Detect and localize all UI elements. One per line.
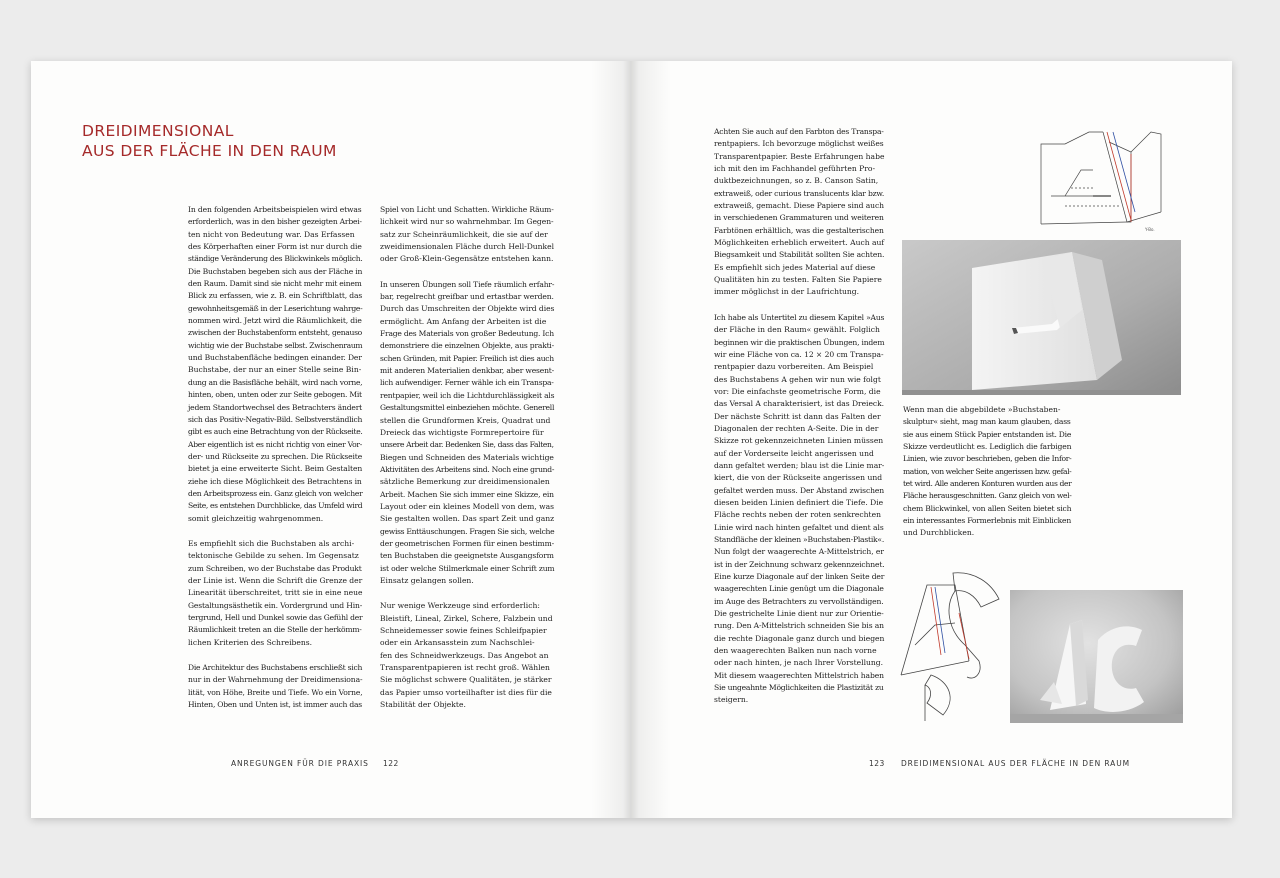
chapter-title-line-1: DREIDIMENSIONAL <box>82 122 234 140</box>
text-line: schen Gründen, mit Papier. Freilich ist dies auch <box>380 353 554 363</box>
text-line: sich das Positiv-Negativ-Bild. Selbstverständlich <box>188 414 363 424</box>
text-line: auf der Vorderseite leicht angerissen und <box>714 448 874 458</box>
text-line: oder nach hinten, je nach Ihrer Vorstellung. <box>714 658 884 668</box>
ac-sculpture-photo <box>1010 590 1183 723</box>
text-line: extraweiß, oder curious translucents klar bzw. <box>714 188 885 198</box>
text-line: Der nächste Schritt ist dann das Falten der <box>714 411 881 421</box>
text-line: Skizze verdeutlicht es. Lediglich die farbigen <box>903 442 1072 452</box>
text-line: bietet ja eine erweiterte Sicht. Beim Gestalten <box>188 464 363 474</box>
paragraph <box>714 312 884 707</box>
text-line: das Versal A charakterisiert, ist das Dreieck. <box>714 399 885 409</box>
paragraph <box>380 204 554 266</box>
text-line: Aktivitäten des Arbeitens sind. Noch eine grund- <box>380 464 555 474</box>
text-line: Die Buchstaben begeben sich aus der Fläche in <box>188 266 363 276</box>
text-line: die rechte Diagonale ganz durch und biegen <box>714 633 885 643</box>
text-line: ten Buchstaben die geeignetste Ausgangsform <box>380 551 554 561</box>
text-line: gewohnheitsgemäß in der Leserichtung wahrge- <box>188 303 363 313</box>
text-line: Sie gestalten wollen. Das spart Zeit und ganz <box>380 514 555 524</box>
text-line: Linie wird nach hinten gefaltet und dient als <box>714 522 884 532</box>
text-line: tektonische Gebilde zu sehen. Im Gegensatz <box>188 551 359 561</box>
text-line: Linien, wie zuvor beschrieben, geben die Infor- <box>903 454 1072 464</box>
text-line: zum Schreiben, wo der Buchstabe das Produkt <box>188 563 362 573</box>
text-line: der Linie ist. Wenn die Schrift die Grenze der <box>188 575 363 585</box>
paragraph <box>714 126 884 299</box>
text-line: In den folgenden Arbeitsbeispielen wird etwas <box>188 205 362 214</box>
text-line: Sie ungeahnte Möglichkeiten die Plastizität zu <box>714 683 884 693</box>
text-line: Bleistift, Lineal, Zirkel, Schere, Falzbein und <box>380 613 553 623</box>
a-fold-sketch <box>1035 126 1177 236</box>
text-line: oder Groß-Klein-Gegensätze entstehen kann. <box>380 254 554 264</box>
text-line: nur in der Wahrnehmung der Dreidimensiona- <box>188 675 363 685</box>
page-number-left: 122 <box>383 759 399 768</box>
text-line: extraweiß, gemacht. Diese Papiere sind auch <box>714 201 884 211</box>
text-line: Die Architektur des Buchstabens erschließt sich <box>188 663 363 673</box>
text-line: somit gleichzeitig wahrgenommen. <box>188 513 324 523</box>
text-line: nommen wird. Jetzt wird die Räumlichkeit, die <box>188 316 362 326</box>
text-line: satz zur Scheinräumlichkeit, die sie auf der <box>380 229 548 239</box>
text-line: wir eine Fläche von ca. 12 × 20 cm Transpa- <box>714 349 884 359</box>
book-spread <box>31 61 1232 818</box>
text-line: Es empfiehlt sich die Buchstaben als archi- <box>188 538 355 548</box>
chapter-title <box>82 121 337 161</box>
text-line: im Auge des Betrachters zu vervollständigen. <box>714 596 884 606</box>
book-gutter <box>591 61 671 818</box>
text-line: kiert, die von der Rückseite angerissen und <box>714 473 883 483</box>
paragraph <box>188 662 362 711</box>
text-line: bar, regelrecht greifbar und ertastbar werden. <box>380 292 554 302</box>
text-line: Ich habe als Untertitel zu diesem Kapitel »Aus <box>714 312 885 322</box>
text-line: Stabilität der Objekte. <box>380 700 466 710</box>
text-line: Farbtönen erhältlich, was die gestalterischen <box>714 225 884 235</box>
text-line: skulptur« sieht, mag man kaum glauben, dass <box>903 417 1071 427</box>
text-line: wichtig wie der Buchstabe selbst. Zwischenraum <box>188 340 363 350</box>
text-line: mit anderen Materialien denkbar, aber wesent- <box>380 366 555 376</box>
text-line: Durch das Umschreiten der Objekte wird dies <box>380 304 555 314</box>
text-line: ten nicht von Bedeutung war. Das Erfassen <box>188 229 355 239</box>
text-line: rentpapiers. Ich bevorzuge möglichst weißes <box>714 139 884 149</box>
text-line: ist in der Zeichnung schwarz gekennzeichnet. <box>714 559 885 569</box>
text-line: Sie möglichst schwere Qualitäten, je stärker <box>380 675 552 685</box>
text-column <box>714 126 884 720</box>
text-line: fen des Schneidwerkzeugs. Das Angebot an <box>380 650 549 660</box>
text-line: ziehe ich diese Möglichkeit des Betrachtens in <box>188 476 362 486</box>
text-line: Transparentpapieren ist recht groß. Wählen <box>380 663 550 673</box>
text-line: Dreieck das wichtigste Formrepertoire für <box>380 427 544 437</box>
a-sculpture-photo <box>902 240 1181 395</box>
text-line: rentpapier, weil ich die Lichtdurchlässigkeit als <box>380 390 555 400</box>
text-line: ständige Veränderung des Blickwinkels möglich. <box>188 254 363 264</box>
text-line: Aber eigentlich ist es nicht richtig von einer Vor- <box>188 439 363 449</box>
text-line: beginnen wir die praktischen Übungen, indem <box>714 337 885 347</box>
text-line: dann gefaltet werden; blau ist die Linie mar- <box>714 460 885 470</box>
text-line: lität, von Höhe, Breite und Tiefe. Wo ein Vorne, <box>188 687 363 697</box>
text-line: den Raum. Damit sind sie nicht mehr mit einem <box>188 279 362 289</box>
chapter-title-line-2: AUS DER FLÄCHE IN DEN RAUM <box>82 142 337 160</box>
text-line: Linearität überschreitet, tritt sie in eine neue <box>188 588 363 598</box>
text-line: ich mit den im Fachhandel geführten Pro- <box>714 164 876 174</box>
text-line: Diagonalen der rechten A-Seite. Die in der <box>714 423 879 433</box>
text-line: Nun folgt der waagerechte A-Mittelstrich, er <box>714 547 884 557</box>
text-line: Die gestrichelte Linie dient nur zur Orientie- <box>714 609 884 619</box>
paragraph <box>903 404 1071 540</box>
text-line: Es empfiehlt sich jedes Material auf diese <box>714 262 876 272</box>
text-line: tergrund, Hell und Dunkel sowie das Gefühl der <box>188 613 363 622</box>
text-line: ein interessantes Formerlebnis mit Einblicken <box>903 516 1071 526</box>
text-line: rung. Den A-Mittelstrich schneiden Sie bis an <box>714 621 884 631</box>
paragraph <box>188 204 362 525</box>
text-line: immer möglichst in der Laufrichtung. <box>714 287 860 297</box>
text-line: Blick zu erfassen, wie z. B. ein Schriftblatt, das <box>188 291 363 301</box>
text-line: Eine kurze Diagonale auf der linken Seite der <box>714 572 885 582</box>
running-footer-left: ANREGUNGEN FÜR DIE PRAXIS <box>231 759 369 768</box>
text-line: Fläche herausgeschnitten. Ganz gleich von wel- <box>903 491 1072 501</box>
text-line: Skizze rot gekennzeichneten Linien müssen <box>714 436 884 446</box>
text-line: der Fläche in den Raum« gewählt. Folglich <box>714 325 880 335</box>
text-line: Einsatz gelangen sollen. <box>380 575 474 585</box>
text-line: gefaltet werden muss. Der Abstand zwischen <box>714 485 885 495</box>
text-line: gibt es auch eine Betrachtung von der Rückseite. <box>188 427 363 437</box>
text-line: Spiel von Licht und Schatten. Wirkliche Räum- <box>380 205 554 214</box>
text-line: Buchstabe, der nur an einer Stelle seine Bin- <box>188 365 362 375</box>
text-line: sätzliche Bemerkung zur dreidimensionalen <box>380 477 550 487</box>
text-line: Qualitäten hin zu testen. Falten Sie Papiere <box>714 275 882 285</box>
text-line: der- und Rückseite zu sprechen. Die Rückseite <box>188 451 363 461</box>
text-line: lich aufwendiger. Ferner wähle ich ein Transpa- <box>380 378 554 388</box>
text-line: lichkeit wird nur so wahrnehmbar. Im Gegen- <box>380 217 554 227</box>
text-line: das Papier umso vorteilhafter ist dies für die <box>380 687 552 697</box>
text-line: Achten Sie auch auf den Farbton des Transpa- <box>714 127 884 136</box>
text-line: ist oder welche Stilmerkmale einer Schrift zum <box>380 563 555 573</box>
text-line: Möglichkeiten erheblich erweitert. Auch auf <box>714 238 885 248</box>
text-line: Nur wenige Werkzeuge sind erforderlich: <box>380 601 540 611</box>
text-column <box>903 404 1071 553</box>
text-line: Schneidemesser sowie feines Schleifpapier <box>380 626 547 635</box>
paragraph <box>380 279 554 588</box>
text-line: in verschiedenen Grammaturen und weiteren <box>714 213 884 223</box>
text-column <box>188 204 362 724</box>
text-line: Transparentpapier. Beste Erfahrungen habe <box>714 151 885 161</box>
text-line: den waagerechten Balken nun nach vorne <box>714 646 877 656</box>
running-footer-right: DREIDIMENSIONAL AUS DER FLÄCHE IN DEN RAUM <box>901 759 1130 768</box>
text-line: dung an die Basisfläche behält, wird nach vorne, <box>188 377 363 387</box>
text-line: Arbeit. Machen Sie sich immer eine Skizze, ein <box>380 489 554 499</box>
text-line: diesen beiden Linien definiert die Tiefe. Die <box>714 497 884 507</box>
text-line: des Buchstabens A gehen wir nun wie folgt <box>714 374 881 384</box>
text-line: Layout oder ein kleines Modell von dem, was <box>380 501 555 511</box>
text-line: Gestaltungsästhetik ein. Vordergrund und Hin- <box>188 600 363 610</box>
sketch-signature: Y-Bo. <box>1145 227 1155 232</box>
ac-fold-sketch <box>895 565 1007 725</box>
text-line: duktbezeichnungen, so z. B. Canson Satin, <box>714 176 879 186</box>
text-line: rentpapier dazu vorbereiten. Am Beispiel <box>714 362 874 372</box>
text-line: vor: Die einfachste geometrische Form, die <box>714 386 881 396</box>
text-line: In unseren Übungen soll Tiefe räumlich erfahr- <box>380 279 555 289</box>
text-line: Räumlichkeit treten an die Stelle der herkömm- <box>188 625 362 635</box>
text-line: Biegen und Schneiden des Materials wichtige <box>380 452 554 462</box>
text-line: Frage des Materials von großer Bedeutung. Ich <box>380 329 554 339</box>
paragraph <box>188 538 362 649</box>
text-line: tet wird. Alle anderen Konturen wurden aus der <box>903 479 1072 489</box>
text-line: hinten, oben, unten oder zur Seite gebogen. Mit <box>188 390 362 400</box>
text-line: waagerechten Linie genügt um die Diagonale <box>714 584 884 594</box>
text-line: chem Blickwinkel, von allen Seiten bietet sich <box>903 503 1072 513</box>
text-line: demonstriere die einzelnen Objekte, aus prakti- <box>380 341 554 351</box>
text-column <box>380 204 554 724</box>
text-line: Biegsamkeit und Stabilität sollten Sie achten. <box>714 250 885 260</box>
text-line: gewiss Enttäuschungen. Fragen Sie sich, welche <box>380 526 555 536</box>
text-line: Gestaltungsmittel einbeziehen möchte. Generell <box>380 403 555 413</box>
text-line: Standfläche der kleinen »Buchstaben-Plastik«. <box>714 535 885 544</box>
text-line: unsere Arbeit dar. Bedenken Sie, dass das Falten, <box>380 440 554 450</box>
text-line: zweidimensionalen Fläche durch Hell-Dunkel <box>380 242 554 252</box>
text-line: oder ein Arkansasstein zum Nachschlei- <box>380 638 535 648</box>
text-line: steigern. <box>714 695 749 705</box>
text-line: erforderlich, was in den bisher gezeigten Arbei- <box>188 217 362 227</box>
text-line: Hinten, Oben und Unten ist, ist immer auch das <box>188 700 362 710</box>
text-line: zwischen der Buchstabenform entsteht, genauso <box>188 328 362 338</box>
text-line: Seite, es entstehen Durchblicke, das Umfeld wird <box>188 501 363 511</box>
text-line: jedem Standortwechsel des Betrachters ändert <box>188 402 363 412</box>
text-line: des Körperhaften einer Form ist nur durch die <box>188 242 362 252</box>
page-number-right: 123 <box>869 759 885 768</box>
text-line: und Buchstabenfläche bedingen einander. Der <box>188 353 362 363</box>
text-line: und Durchblicken. <box>903 528 975 538</box>
text-line: lichen Kriterien des Schreibens. <box>188 637 313 647</box>
text-line: Mit diesem waagerechten Mittelstrich haben <box>714 670 884 680</box>
text-line: Fläche rechts neben der roten senkrechten <box>714 510 881 520</box>
text-line: der geometrischen Formen für einen bestimm- <box>380 538 555 548</box>
text-line: Wenn man die abgebildete »Buchstaben- <box>903 405 1061 414</box>
text-line: ermöglicht. Am Anfang der Arbeiten ist die <box>380 316 547 326</box>
text-line: sie aus einem Stück Papier entstanden ist. Die <box>903 429 1072 439</box>
paragraph <box>380 600 554 711</box>
text-line: mation, von welcher Seite angerissen bzw. gefal- <box>903 466 1072 476</box>
text-line: den Arbeitsprozess ein. Ganz gleich von welcher <box>188 488 363 498</box>
text-line: stellen die Grundformen Kreis, Quadrat und <box>380 415 551 425</box>
